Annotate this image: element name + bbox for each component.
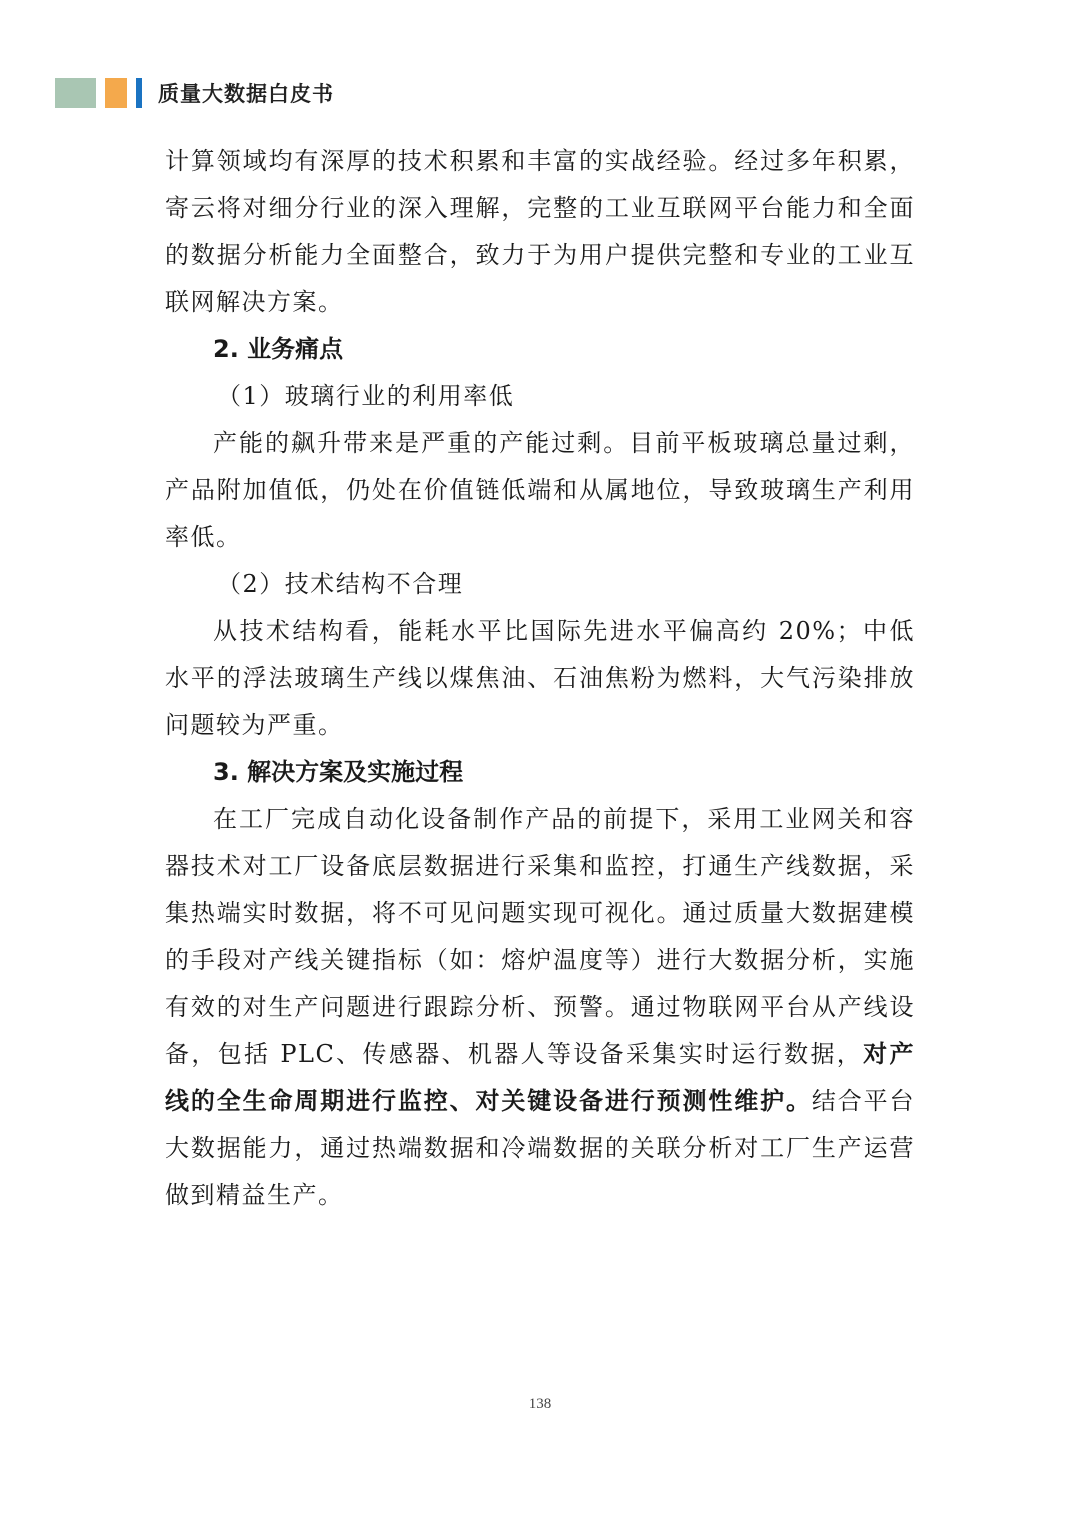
section-heading-pain-points: 2. 业务痛点 [213, 335, 344, 363]
paragraph-utilization: 产能的飙升带来是严重的产能过剩。目前平板玻璃总量过剩，产品附加值低，仍处在价值链低端和从属地位，导致玻璃生产利用率低。 [165, 429, 915, 551]
section-heading-solution: 3. 解决方案及实施过程 [213, 758, 464, 786]
subheading-tech-structure: （2）技术结构不合理 [217, 570, 464, 598]
header-title: 质量大数据白皮书 [158, 82, 334, 106]
solution-text-bold: 对产线的全生命周期进行监控、对关键设备进行预测性维护。 [165, 1040, 916, 1115]
solution-text-part1: 在工厂完成自动化设备制作产品的前提下，采用工业网关和容器技术对工厂设备底层数据进行采集和监控，打通生产线数据，采集热端实时数据，将不可见问题实现可视化。通过质量大数据建模的手段对产线关键指标（如：熔炉温度等）进行大数据分析，实施有效的对生产问题进行跟踪分析、预警。通过物联网平台从产线设备，包括 PLC、传感器、机器人等设备采集实时运行数据， [165, 805, 915, 1068]
header-blue-bar [136, 78, 142, 108]
page-header [55, 78, 334, 108]
header-orange-block [105, 78, 127, 108]
paragraph-solution [165, 796, 915, 1219]
paragraph-intro: 计算领域均有深厚的技术积累和丰富的实战经验。经过多年积累，寄云将对细分行业的深入理解，完整的工业互联网平台能力和全面的数据分析能力全面整合，致力于为用户提供完整和专业的工业互联网解决方案。 [165, 147, 915, 316]
solution-text-part2: 结合平台大数据能力，通过热端数据和冷端数据的关联分析对工厂生产运营做到精益生产。 [165, 1087, 915, 1209]
header-green-block [55, 78, 96, 108]
page-body [165, 138, 915, 1219]
subheading-utilization: （1）玻璃行业的利用率低 [217, 382, 515, 410]
paragraph-tech-structure: 从技术结构看，能耗水平比国际先进水平偏高约 20%；中低水平的浮法玻璃生产线以煤焦油、石油焦粉为燃料，大气污染排放问题较为严重。 [165, 617, 915, 739]
page-number: 138 [528, 1396, 552, 1412]
